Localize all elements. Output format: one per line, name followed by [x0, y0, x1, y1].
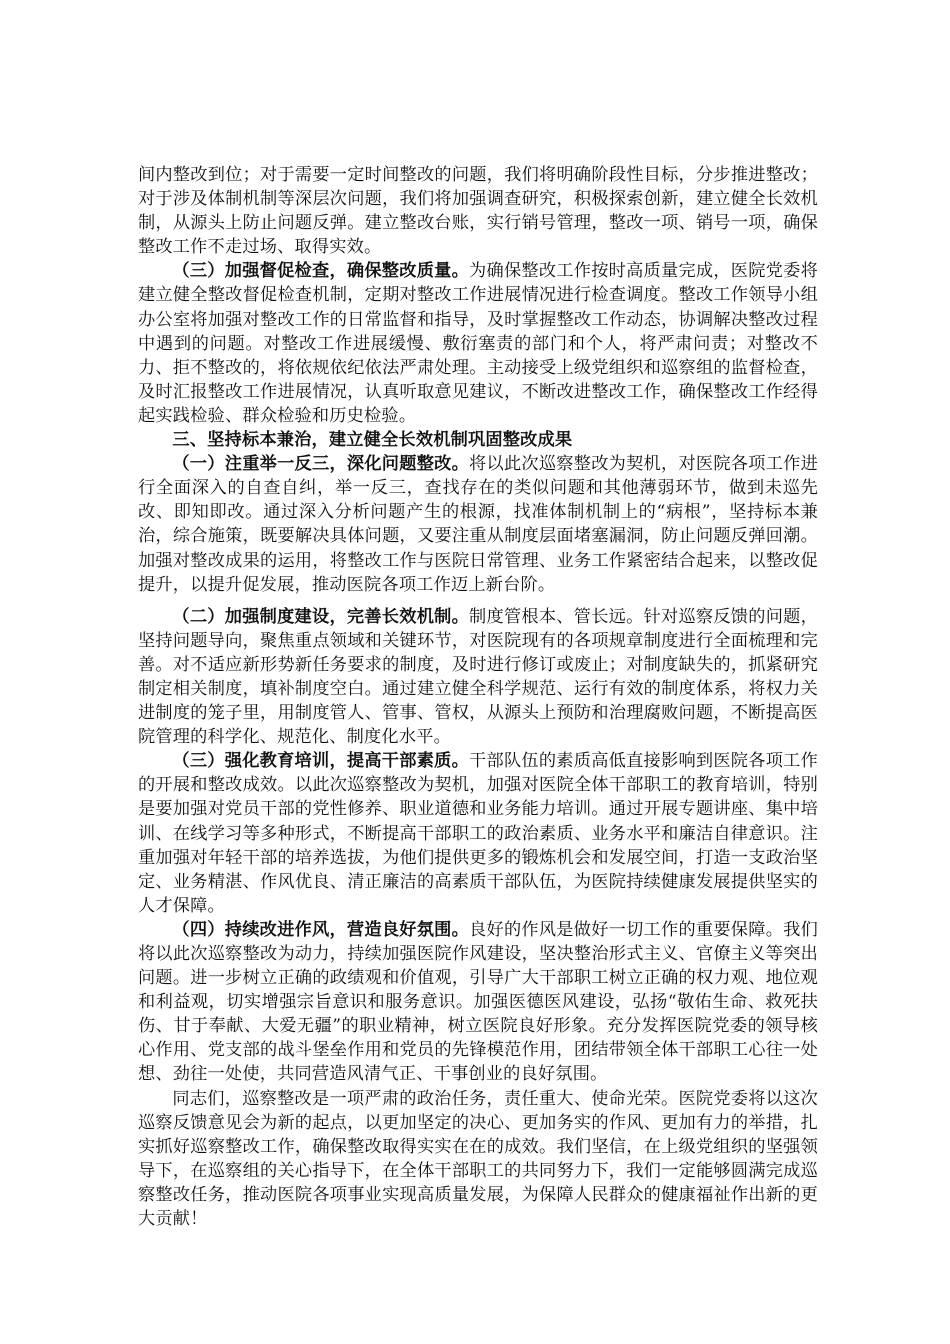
subheading-education-training: （三）强化教育培训，提高干部素质。 — [172, 751, 470, 772]
document-body — [138, 163, 818, 1231]
paragraph-institution-building-text: 制度管根本、管长远。针对巡察反馈的问题，坚持问题导向，聚焦重点领域和关键环节，对医院现有的各项规章制度进行全面梳理和完善。对不适应新形势新任务要求的制度，及时进行修订或废止；对制度缺失的，抓紧研究制定相关制度，填补制度空白。通过建立健全科学规范、运行有效的制度体系，将权力关进制度的笼子里，用制度管人、管事、管权，从源头上预防和治理腐败问题，不断提高医院管理的科学化、规范化、制度化水平。 — [138, 606, 818, 748]
subheading-deepen-rectification: （一）注重举一反三，深化问题整改。 — [172, 454, 470, 475]
paragraph-closing: 同志们，巡察整改是一项严肃的政治任务，责任重大、使命光荣。医院党委将以这次巡察反馈意见会为新的起点，以更加坚定的决心、更加务实的作风、更加有力的举措，扎实抓好巡察整改工作，确保整改取得实实在在的成效。我们坚信，在上级党组织的坚强领导下，在巡察组的关心指导下，在全体干部职工的共同努力下，我们一定能够圆满完成巡察整改任务，推动医院各项事业实现高质量发展，为保障人民群众的健康福祉作出新的更大贡献！ — [138, 1088, 818, 1230]
paragraph-supervision — [138, 259, 818, 428]
subheading-supervision: （三）加强督促检查，确保整改质量。 — [172, 261, 470, 282]
paragraph-education-training-text: 干部队伍的素质高低直接影响到医院各项工作的开展和整改成效。以此次巡察整改为契机，加强对医院全体干部职工的教育培训，特别是要加强对党员干部的党性修养、职业道德和业务能力培训。通过开展专题讲座、集中培训、在线学习等多种形式，不断提高干部职工的政治素质、业务水平和廉洁自律意识。注重加强对年轻干部的培养选拔，为他们提供更多的锻炼机会和发展空间，打造一支政治坚定、业务精湛、作风优良、清正廉洁的高素质干部队伍，为医院持续健康发展提供坚实的人才保障。 — [138, 751, 818, 916]
paragraph-education-training — [138, 749, 818, 918]
paragraph-work-style — [138, 918, 818, 1087]
paragraph-institution-building — [138, 605, 818, 750]
paragraph-deepen-rectification — [138, 452, 818, 597]
section-heading-3: 三、坚持标本兼治，建立健全长效机制巩固整改成果 — [172, 430, 573, 451]
paragraph-continuation: 间内整改到位；对于需要一定时间整改的问题，我们将明确阶段性目标，分步推进整改；对于涉及体制机制等深层次问题，我们将加强调查研究，积极探索创新，建立健全长效机制，从源头上防止问题反弹。建立整改台账，实行销号管理，整改一项、销号一项，确保整改工作不走过场、取得实效。 — [138, 165, 818, 258]
paragraph-deepen-rectification-text: 将以此次巡察整改为契机，对医院各项工作进行全面深入的自查自纠，举一反三，查找存在的类似问题和其他薄弱环节，做到未巡先改、即知即改。通过深入分析问题产生的根源，找准体制机制上的“病根”，坚持标本兼治，综合施策，既要解决具体问题，又要注重从制度层面堵塞漏洞，防止问题反弹回潮。加强对整改成果的运用，将整改工作与医院日常管理、业务工作紧密结合起来，以整改促提升，以提升促发展，推动医院各项工作迈上新台阶。 — [138, 454, 818, 595]
subheading-institution-building: （二）加强制度建设，完善长效机制。 — [172, 606, 470, 627]
spacer — [138, 597, 818, 605]
paragraph-supervision-text: 为确保整改工作按时高质量完成，医院党委将建立健全整改督促检查机制，定期对整改工作进展情况进行检查调度。整改工作领导小组办公室将加强对整改工作的日常监督和指导，及时掌握整改工作动态，协调解决整改过程中遇到的问题。对整改工作进展缓慢、敷衍塞责的部门和个人，将严肃问责；对整改不力、拒不整改的，将依规依纪依法严肃处理。主动接受上级党组织和巡察组的监督检查，及时汇报整改工作进展情况，认真听取意见建议，不断改进整改工作，确保整改工作经得起实践检验、群众检验和历史检验。 — [138, 261, 818, 426]
subheading-work-style: （四）持续改进作风，营造良好氛围。 — [172, 919, 470, 940]
paragraph-work-style-text: 良好的作风是做好一切工作的重要保障。我们将以此次巡察整改为动力，持续加强医院作风建设，坚决整治形式主义、官僚主义等突出问题。进一步树立正确的政绩观和价值观，引导广大干部职工树立正确的权力观、地位观和利益观，切实增强宗旨意识和服务意识。加强医德医风建设，弘扬“敬佑生命、救死扶伤、甘于奉献、大爱无疆”的职业精神，树立医院良好形象。充分发挥医院党委的领导核心作用、党支部的战斗堡垒作用和党员的先锋模范作用，团结带领全体干部职工心往一处想、劲往一处使，共同营造风清气正、干事创业的良好氛围。 — [138, 919, 818, 1085]
